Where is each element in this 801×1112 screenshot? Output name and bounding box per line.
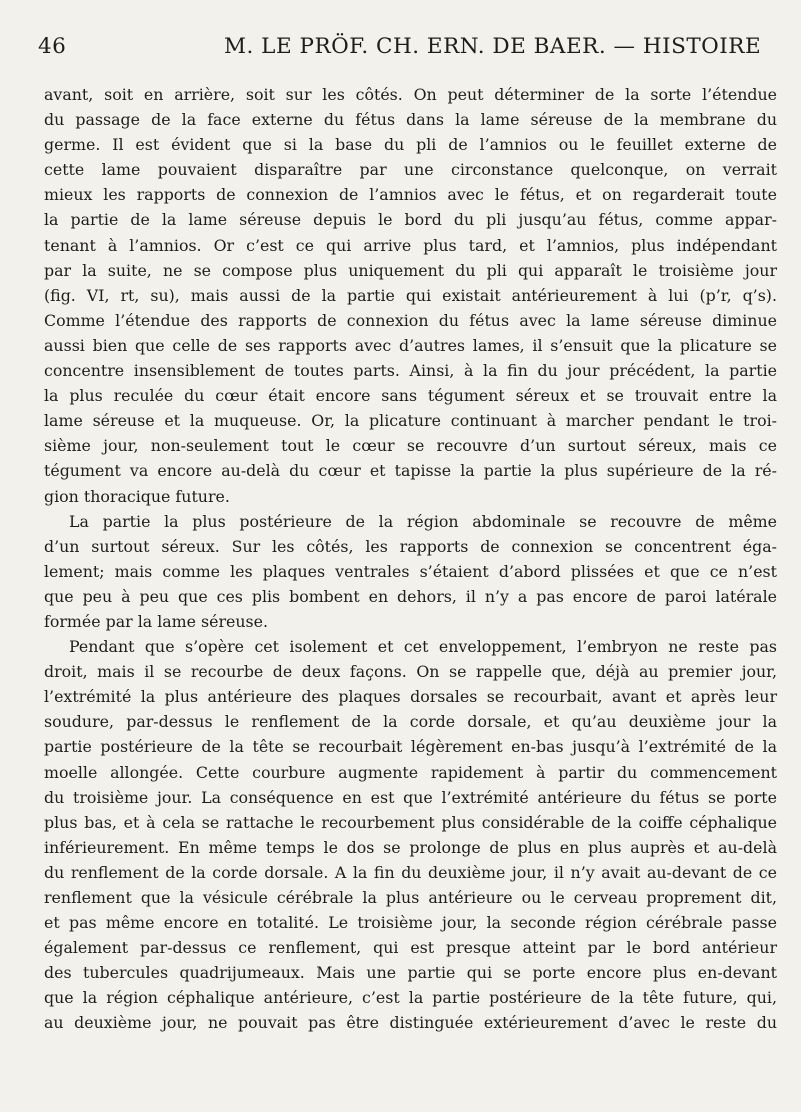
paragraph-1 [44,82,777,509]
text-line: du passage de la face externe du fétus dans la lame séreuse de la membrane du [44,110,777,130]
text-line: l’extrémité la plus antérieure des plaques dorsales se recourbait, avant et après leur [44,687,777,707]
text-line: du troisième jour. La conséquence en est que l’extrémité antérieure du fétus se porte [44,787,777,807]
text-line: aussi bien que celle de ses rapports avec d’autres lames, il s’ensuit que la plicature se [44,335,777,355]
text-line: et pas même encore en totalité. Le troisième jour, la seconde région cérébrale passe [44,913,777,933]
text-line: la plus reculée du cœur était encore sans tégument séreux et se trouvait entre la [44,386,777,406]
text-line: soudure, par-dessus le renflement de la corde dorsale, et qu’au deuxième jour la [44,712,777,732]
text-line: des tubercules quadrijumeaux. Mais une partie qui se porte encore plus en-devant [44,963,777,983]
text-line: au deuxième jour, ne pouvait pas être distinguée extérieurement d’avec le reste du [44,1013,777,1033]
text-line: (fig. VI, rt, su), mais aussi de la partie qui existait antérieurement à lui (p’r, q’s). [44,285,777,305]
text-line: droit, mais il se recourbe de deux façons. On se rappelle que, déjà au premier jour, [44,662,777,682]
text-line: cette lame pouvaient disparaître par une circonstance quelconque, on verrait [44,160,777,180]
text-line: que la région céphalique antérieure, c’est la partie postérieure de la tête future, qui, [44,988,777,1008]
page-number: 46 [38,34,67,59]
text-line: la partie de la lame séreuse depuis le bord du pli jusqu’au fétus, comme appar- [44,210,777,230]
text-line: lement; mais comme les plaques ventrales s’étaient d’abord plissées et que ce n’est [44,561,777,581]
text-line: avant, soit en arrière, soit sur les côtés. On peut déterminer de la sorte l’étendue [44,85,777,104]
text-line: d’un surtout séreux. Sur les côtés, les rapports de connexion se concentrent éga- [44,536,777,556]
text-line: tégument va encore au-delà du cœur et tapisse la partie la plus supérieure de la ré- [44,461,777,481]
text-line: également par-dessus ce renflement, qui est presque atteint par le bord antérieur [44,938,777,958]
text-line: lame séreuse et la muqueuse. Or, la plicature continuant à marcher pendant le troi- [44,411,777,431]
text-line: renflement que la vésicule cérébrale la plus antérieure ou le cerveau proprement dit, [44,888,777,907]
text-line: Pendant que s’opère cet isolement et cet enveloppement, l’embryon ne reste pas [69,637,777,657]
text-line: inférieurement. En même temps le dos se prolonge de plus en plus auprès et au-delà [44,837,777,857]
text-line: par la suite, ne se compose plus uniquement du pli qui apparaît le troisième jour [44,260,777,280]
text-line: mieux les rapports de connexion de l’amnios avec le fétus, et on regarderait toute [44,185,777,205]
text-line: que peu à peu que ces plis bombent en dehors, il n’y a pas encore de paroi latérale [44,586,777,606]
body-text [44,82,777,1036]
text-line: formée par la lame séreuse. [44,611,269,631]
paragraph-2 [44,509,777,634]
running-title: M. LE PRÖF. CH. ERN. DE BAER. — HISTOIRE [224,34,762,59]
text-line: partie postérieure de la tête se recourbait légèrement en-bas jusqu’à l’extrémité de la [44,737,777,757]
text-line: La partie la plus postérieure de la région abdominale se recouvre de même [69,511,777,531]
text-line: moelle allongée. Cette courbure augmente rapidement à partir du commencement [44,762,777,782]
text-line: du renflement de la corde dorsale. A la fin du deuxième jour, il n’y avait au-devant de ce [44,862,777,882]
text-line: tenant à l’amnios. Or c’est ce qui arrive plus tard, et l’amnios, plus indépendant [44,235,777,255]
text-line: sième jour, non-seulement tout le cœur se recouvre d’un surtout séreux, mais ce [44,436,777,456]
text-line: gion thoracique future. [44,486,230,506]
text-line: concentre insensiblement de toutes parts. Ainsi, à la fin du jour précédent, la partie [44,361,777,381]
paragraph-3 [44,634,777,1036]
text-line: germe. Il est évident que si la base du pli de l’amnios ou le feuillet externe de [44,135,777,155]
text-line: plus bas, et à cela se rattache le recourbement plus considérable de la coiffe céphalique [44,812,777,832]
page-header [38,34,761,66]
text-line: Comme l’étendue des rapports de connexion du fétus avec la lame séreuse diminue [44,310,777,330]
